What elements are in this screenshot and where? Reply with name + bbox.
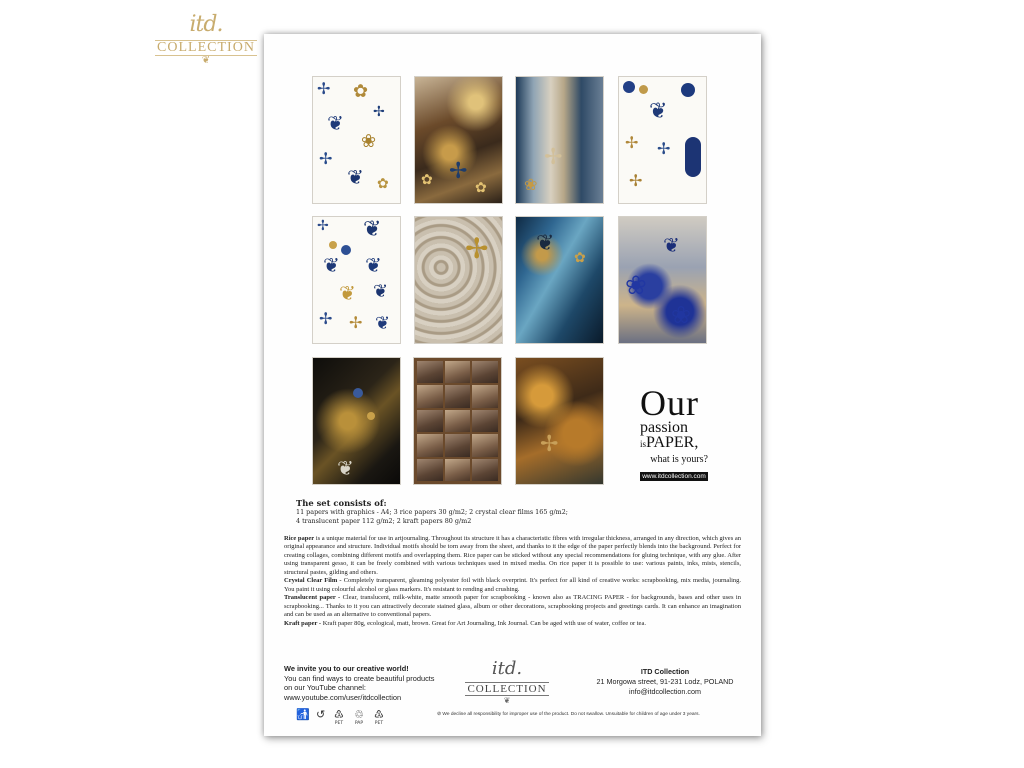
recycling-symbols bbox=[296, 708, 416, 732]
butterfly-icon: ❦ bbox=[373, 281, 389, 302]
rice-paper-text: is a unique material for use in artjournaling. Throughout its structure it has a characteristic fibres with irregular thickness, arranged in any direction, which gives an original appearance and structure. Individual motifs should be torn away from the sheet, and thanks to it the edge of the paper perfectly blends into the background. Perfect for creating collages, combining different motifs and overlapping them. Rice paper can be sticked without any special recommendations for gluing technique, with any glue. After using transparent gesso, it can be freely combined with various techniques used in mixed media. On rice paper it is possible to use: various paints, inks, mists, stencils, structural pastes, gilding and others. bbox=[284, 535, 741, 576]
portrait-image bbox=[445, 434, 471, 456]
decor-dot bbox=[623, 81, 635, 93]
footer-logo-wordmark: COLLECTION bbox=[467, 683, 547, 695]
flower-icon: ✿ bbox=[475, 180, 487, 196]
decor-dot bbox=[367, 412, 375, 420]
paper-tile-blue-roses-butterfly bbox=[618, 216, 707, 344]
paper-tile-dragonfly-butterfly-motifs bbox=[312, 76, 401, 204]
butterfly-icon: ❦ bbox=[363, 217, 382, 242]
portrait-image bbox=[445, 361, 471, 383]
slogan bbox=[640, 383, 708, 481]
youtube-link[interactable]: www.youtube.com/user/itdcollection bbox=[284, 692, 402, 702]
dragonfly-icon: ✢ bbox=[657, 139, 671, 158]
flower-icon: ✿ bbox=[353, 81, 369, 102]
flower-icon: ✿ bbox=[421, 172, 433, 188]
decor-dot bbox=[329, 241, 337, 249]
company-email[interactable]: info@itdcollection.com bbox=[628, 687, 701, 696]
set-contents bbox=[296, 498, 596, 525]
kraft-paper-paragraph bbox=[284, 620, 741, 628]
flower-icon: ✿ bbox=[377, 176, 389, 192]
slogan-question: what is yours? bbox=[650, 454, 708, 465]
crystal-film-text: Completely transparent, gleaming polyester foil with black overprint. It's perfect for all kind of creative works: scrapbooking, mix media, journaling. You paint it using colourful alcohol or glass markers. It's resistant to rending and crushing. bbox=[284, 577, 741, 593]
butterfly-icon: ❦ bbox=[536, 231, 555, 256]
paper-tile-butterfly-dragonfly-border bbox=[618, 76, 707, 204]
portrait-image bbox=[472, 459, 498, 481]
butterfly-icon: ❦ bbox=[375, 313, 391, 334]
slogan-our: Our bbox=[640, 383, 699, 423]
translucent-paper-title: Translucent paper - bbox=[284, 594, 341, 602]
flower-icon: ❀ bbox=[524, 175, 538, 194]
paper-tile-silver-swirl-dragonfly bbox=[414, 216, 503, 344]
recycle-pet-icon: ♳ PET bbox=[334, 708, 344, 726]
portrait-image bbox=[445, 459, 471, 481]
butterfly-icon: ❦ bbox=[347, 165, 364, 189]
portrait-image bbox=[417, 459, 443, 481]
rice-paper-paragraph bbox=[284, 535, 741, 577]
slogan-is-paper bbox=[640, 435, 708, 452]
dragonfly-icon: ✢ bbox=[319, 149, 333, 168]
decor-dot bbox=[685, 137, 701, 177]
paper-tile-blue-ocean-butterfly bbox=[515, 216, 604, 344]
dragonfly-icon: ✢ bbox=[317, 218, 329, 234]
dragonfly-icon: ✢ bbox=[319, 309, 333, 328]
flourish-icon: ❦ bbox=[503, 696, 511, 705]
brand-logo bbox=[146, 14, 266, 66]
paper-tile-blue-gold-abstract-dragonfly bbox=[515, 76, 604, 204]
translucent-paper-paragraph bbox=[284, 594, 741, 619]
portrait-image bbox=[417, 385, 443, 407]
dragonfly-icon: ✢ bbox=[625, 133, 639, 152]
dragonfly-icon: ✢ bbox=[317, 79, 331, 98]
rose-icon: ❀ bbox=[625, 271, 647, 301]
butterfly-icon: ❦ bbox=[365, 253, 382, 277]
portrait-image bbox=[472, 434, 498, 456]
butterfly-icon: ❦ bbox=[323, 253, 340, 277]
company-street: 21 Morgowa street, 91-231 Lodz, POLAND bbox=[596, 677, 734, 686]
butterfly-icon: ❦ bbox=[649, 99, 668, 124]
dragonfly-icon: ✢ bbox=[449, 159, 468, 184]
dragonfly-icon: ✢ bbox=[540, 432, 559, 457]
paper-tile-kraft-portraits bbox=[413, 357, 502, 485]
flower-icon: ❀ bbox=[361, 131, 377, 152]
slogan-passion: passion bbox=[640, 419, 688, 436]
dragonfly-icon: ✢ bbox=[544, 145, 563, 170]
decor-dot bbox=[639, 85, 648, 94]
disclaimer-text: We decline all responsibility for improper use of the product. Do not swallow. Unsuitable for children of age under 3 years. bbox=[442, 712, 700, 717]
no-under-3-icon: ⊘ bbox=[437, 712, 442, 717]
recycle-pet-label: PET bbox=[334, 721, 344, 726]
recycle-pap-label: PAP bbox=[354, 721, 364, 726]
flower-icon: ✿ bbox=[574, 250, 586, 266]
paper-tile-gold-floral-dragonfly bbox=[414, 76, 503, 204]
slogan-paper: PAPER bbox=[646, 434, 695, 451]
portrait-image bbox=[472, 385, 498, 407]
flourish-icon: ❦ bbox=[201, 55, 211, 66]
slogan-is: is bbox=[640, 439, 647, 449]
portrait-image bbox=[417, 410, 443, 432]
kraft-paper-title: Kraft paper - bbox=[284, 619, 322, 627]
butterfly-icon: ❦ bbox=[337, 456, 354, 480]
translucent-paper-text: Clear, translucent, milk-white, matte smooth paper for scrapbooking - known also as TRACING PAPER - for backgrounds, bases and other uses in scrapbooking... Thanks to it you can attractively decorate stained glass, album or other decorations, scrapbooking projects and greetings cards. It can enhance an imagination and can be used as an alternative to conventional papers. bbox=[284, 594, 741, 619]
kraft-paper-text: Kraft paper 80g, ecological, matt, brown. Great for Art Journaling, Ink Journal. Can be aged with use of water, coffee or tea. bbox=[321, 619, 646, 627]
footer-logo bbox=[460, 658, 554, 705]
butterfly-icon: ❦ bbox=[327, 111, 344, 135]
portrait-grid bbox=[417, 361, 498, 481]
dragonfly-icon: ✢ bbox=[629, 171, 643, 190]
dragonfly-icon: ✢ bbox=[349, 313, 363, 332]
portrait-image bbox=[417, 434, 443, 456]
invite-heading: We invite you to our creative world! bbox=[284, 664, 409, 673]
brand-logo-script: itd. bbox=[189, 12, 223, 37]
invite-line: on our YouTube channel: bbox=[284, 683, 366, 692]
portrait-image bbox=[417, 361, 443, 383]
youtube-invite bbox=[284, 664, 459, 702]
company-address bbox=[590, 667, 740, 697]
portrait-image bbox=[472, 410, 498, 432]
company-name: ITD Collection bbox=[640, 667, 690, 676]
decor-dot bbox=[341, 245, 351, 255]
recycle-pap-icon: ♲ PAP bbox=[354, 708, 364, 726]
loop-arrow-icon: ↺ bbox=[316, 708, 326, 721]
slogan-website-link[interactable]: www.itdcollection.com bbox=[640, 472, 708, 481]
product-description bbox=[284, 535, 741, 628]
dragonfly-icon: ✢ bbox=[373, 104, 385, 120]
paper-tile-kraft-amber-dragonfly bbox=[515, 357, 604, 485]
crystal-film-title: Crystal Clear Film - bbox=[284, 577, 342, 585]
crystal-film-paragraph bbox=[284, 577, 741, 594]
rose-icon: ❀ bbox=[671, 301, 692, 329]
portrait-image bbox=[472, 361, 498, 383]
recycle-pet-icon: ♳ PET bbox=[374, 708, 384, 726]
recycle-pet-label: PET bbox=[374, 721, 384, 726]
decor-dot bbox=[353, 388, 363, 398]
brand-logo-wordmark: COLLECTION bbox=[157, 40, 255, 55]
decor-dot bbox=[681, 83, 695, 97]
set-contents-line: 4 translucent paper 112 g/m2; 2 kraft papers 80 g/m2 bbox=[296, 516, 472, 525]
dragonfly-icon: ✢ bbox=[465, 232, 489, 265]
set-contents-line: 11 papers with graphics - A4; 3 rice papers 30 g/m2; 2 crystal clear films 165 g/m2; bbox=[296, 508, 568, 516]
invite-line: You can find ways to create beautiful products bbox=[284, 673, 435, 683]
safety-disclaimer bbox=[437, 712, 737, 718]
butterfly-icon: ❦ bbox=[663, 233, 680, 257]
portrait-image bbox=[445, 410, 471, 432]
paper-tile-butterflies-dots-cutouts bbox=[312, 216, 401, 344]
tidyman-icon: 🚮 bbox=[296, 708, 310, 721]
butterfly-icon: ❦ bbox=[339, 281, 356, 305]
rice-paper-title: Rice paper bbox=[284, 535, 315, 542]
slogan-comma: , bbox=[694, 434, 699, 451]
footer-logo-script: itd. bbox=[491, 658, 523, 679]
paper-tile-dark-gold-mosaic bbox=[312, 357, 401, 485]
portrait-image bbox=[445, 385, 471, 407]
set-contents-heading: The set consists of: bbox=[296, 498, 387, 508]
